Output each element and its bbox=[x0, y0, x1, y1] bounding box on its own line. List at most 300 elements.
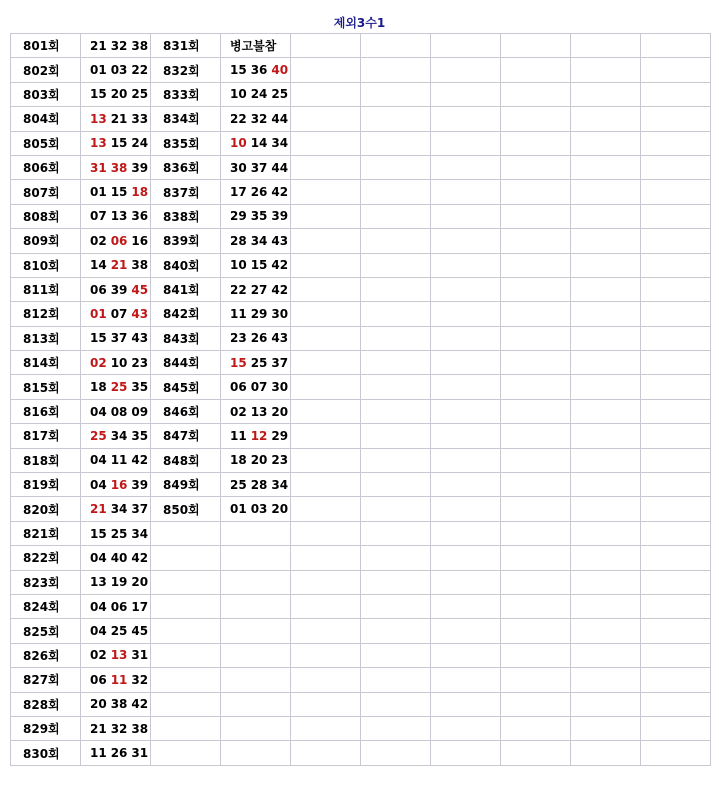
empty-cell bbox=[571, 351, 641, 375]
empty-cell bbox=[641, 692, 711, 716]
empty-cell bbox=[431, 643, 501, 667]
number-set bbox=[81, 229, 151, 253]
number-set bbox=[221, 619, 291, 643]
number-value: 10 bbox=[230, 87, 247, 102]
empty-cell bbox=[361, 741, 431, 765]
table-row bbox=[11, 643, 711, 667]
results-table bbox=[10, 33, 711, 766]
round-label: 813회 bbox=[11, 326, 81, 350]
number-value: 25 bbox=[131, 87, 149, 102]
number-set bbox=[81, 521, 151, 545]
round-label bbox=[151, 668, 221, 692]
empty-cell bbox=[291, 131, 361, 155]
table-row bbox=[11, 619, 711, 643]
number-set bbox=[81, 107, 151, 131]
empty-cell bbox=[431, 82, 501, 106]
number-value: 37 bbox=[110, 331, 128, 346]
number-value: 22 bbox=[230, 111, 247, 126]
number-value: 01 bbox=[230, 502, 247, 517]
empty-cell bbox=[501, 155, 571, 179]
empty-cell bbox=[431, 58, 501, 82]
round-label: 850회 bbox=[151, 497, 221, 521]
round-label: 843회 bbox=[151, 326, 221, 350]
round-label: 846회 bbox=[151, 399, 221, 423]
round-label bbox=[151, 741, 221, 765]
empty-cell bbox=[571, 277, 641, 301]
empty-cell bbox=[571, 497, 641, 521]
empty-cell bbox=[571, 204, 641, 228]
number-value: 38 bbox=[131, 721, 149, 736]
number-value: 18 bbox=[90, 380, 107, 395]
number-set bbox=[221, 180, 291, 204]
round-label bbox=[151, 570, 221, 594]
number-value: 34 bbox=[250, 233, 268, 248]
empty-cell bbox=[501, 741, 571, 765]
empty-cell bbox=[431, 277, 501, 301]
number-value: 29 bbox=[250, 306, 268, 321]
number-value: 16 bbox=[131, 233, 149, 248]
round-label: 802회 bbox=[11, 58, 81, 82]
empty-cell bbox=[641, 180, 711, 204]
number-value: 18 bbox=[230, 453, 247, 468]
empty-cell bbox=[431, 521, 501, 545]
round-label: 836회 bbox=[151, 155, 221, 179]
number-value: 25 bbox=[90, 428, 107, 443]
number-value: 07 bbox=[90, 209, 107, 224]
number-set bbox=[81, 473, 151, 497]
empty-cell bbox=[641, 204, 711, 228]
number-value: 35 bbox=[131, 428, 149, 443]
empty-cell bbox=[571, 570, 641, 594]
number-set bbox=[81, 253, 151, 277]
number-value: 13 bbox=[110, 209, 128, 224]
empty-cell bbox=[501, 399, 571, 423]
empty-cell bbox=[431, 741, 501, 765]
number-set bbox=[221, 570, 291, 594]
empty-cell bbox=[361, 253, 431, 277]
empty-cell bbox=[641, 82, 711, 106]
empty-cell bbox=[641, 741, 711, 765]
round-label: 805회 bbox=[11, 131, 81, 155]
table-row bbox=[11, 546, 711, 570]
empty-cell bbox=[291, 277, 361, 301]
number-value: 15 bbox=[90, 526, 107, 541]
empty-cell bbox=[501, 716, 571, 740]
number-value: 39 bbox=[131, 160, 149, 175]
empty-cell bbox=[291, 253, 361, 277]
empty-cell bbox=[291, 180, 361, 204]
empty-cell bbox=[361, 619, 431, 643]
empty-cell bbox=[641, 521, 711, 545]
number-value: 30 bbox=[230, 160, 247, 175]
number-set bbox=[81, 619, 151, 643]
empty-cell bbox=[501, 497, 571, 521]
empty-cell bbox=[361, 643, 431, 667]
number-set bbox=[81, 716, 151, 740]
number-value: 43 bbox=[131, 306, 149, 321]
table-row bbox=[11, 131, 711, 155]
table-row bbox=[11, 594, 711, 618]
number-set bbox=[81, 643, 151, 667]
round-label: 804회 bbox=[11, 107, 81, 131]
round-label: 819회 bbox=[11, 473, 81, 497]
table-row bbox=[11, 570, 711, 594]
round-label: 838회 bbox=[151, 204, 221, 228]
number-set bbox=[221, 107, 291, 131]
round-label: 833회 bbox=[151, 82, 221, 106]
round-label: 844회 bbox=[151, 351, 221, 375]
empty-cell bbox=[501, 570, 571, 594]
number-set bbox=[81, 448, 151, 472]
empty-cell bbox=[501, 82, 571, 106]
empty-cell bbox=[431, 594, 501, 618]
number-set bbox=[221, 448, 291, 472]
round-label bbox=[151, 619, 221, 643]
empty-cell bbox=[501, 473, 571, 497]
empty-cell bbox=[291, 643, 361, 667]
empty-cell bbox=[291, 521, 361, 545]
empty-cell bbox=[431, 399, 501, 423]
number-value: 38 bbox=[131, 38, 149, 53]
number-value: 06 bbox=[90, 672, 107, 687]
round-label: 830회 bbox=[11, 741, 81, 765]
number-value: 01 bbox=[90, 185, 107, 200]
empty-cell bbox=[641, 546, 711, 570]
empty-cell bbox=[291, 424, 361, 448]
number-value: 20 bbox=[271, 404, 289, 419]
round-label bbox=[151, 594, 221, 618]
table-row bbox=[11, 716, 711, 740]
table-row bbox=[11, 253, 711, 277]
round-label: 840회 bbox=[151, 253, 221, 277]
number-value: 16 bbox=[110, 477, 128, 492]
round-label: 831회 bbox=[151, 34, 221, 58]
empty-cell bbox=[641, 424, 711, 448]
round-label bbox=[151, 716, 221, 740]
table-row bbox=[11, 375, 711, 399]
empty-cell bbox=[361, 546, 431, 570]
empty-cell bbox=[571, 399, 641, 423]
empty-cell bbox=[501, 229, 571, 253]
round-label: 821회 bbox=[11, 521, 81, 545]
number-value: 21 bbox=[90, 38, 107, 53]
round-label: 842회 bbox=[151, 302, 221, 326]
number-set bbox=[81, 34, 151, 58]
empty-cell bbox=[431, 716, 501, 740]
empty-cell bbox=[291, 82, 361, 106]
empty-cell bbox=[291, 155, 361, 179]
empty-cell bbox=[431, 375, 501, 399]
empty-cell bbox=[571, 716, 641, 740]
empty-cell bbox=[291, 448, 361, 472]
number-value: 45 bbox=[131, 624, 149, 639]
number-value: 42 bbox=[131, 550, 149, 565]
table-row bbox=[11, 448, 711, 472]
number-set bbox=[81, 277, 151, 301]
number-value: 43 bbox=[131, 331, 149, 346]
round-label: 826회 bbox=[11, 643, 81, 667]
number-value: 03 bbox=[250, 502, 268, 517]
empty-cell bbox=[641, 399, 711, 423]
empty-cell bbox=[431, 570, 501, 594]
number-value: 04 bbox=[90, 550, 107, 565]
empty-cell bbox=[291, 546, 361, 570]
empty-cell bbox=[291, 399, 361, 423]
number-value: 08 bbox=[110, 404, 128, 419]
number-set bbox=[221, 741, 291, 765]
table-row bbox=[11, 34, 711, 58]
number-set bbox=[221, 546, 291, 570]
number-set bbox=[81, 594, 151, 618]
empty-cell bbox=[431, 448, 501, 472]
empty-cell bbox=[431, 229, 501, 253]
empty-cell bbox=[641, 497, 711, 521]
number-value: 15 bbox=[230, 63, 247, 78]
empty-cell bbox=[291, 692, 361, 716]
number-set bbox=[221, 155, 291, 179]
round-label: 837회 bbox=[151, 180, 221, 204]
empty-cell bbox=[361, 277, 431, 301]
table-row bbox=[11, 82, 711, 106]
number-value: 02 bbox=[90, 355, 107, 370]
empty-cell bbox=[361, 229, 431, 253]
number-value: 25 bbox=[110, 526, 128, 541]
empty-cell bbox=[361, 351, 431, 375]
empty-cell bbox=[641, 229, 711, 253]
round-label: 839회 bbox=[151, 229, 221, 253]
empty-cell bbox=[431, 546, 501, 570]
number-value: 32 bbox=[250, 111, 268, 126]
number-value: 13 bbox=[110, 648, 128, 663]
number-value: 20 bbox=[250, 453, 268, 468]
number-value: 06 bbox=[110, 233, 128, 248]
number-set bbox=[221, 302, 291, 326]
number-value: 09 bbox=[131, 404, 149, 419]
round-label: 835회 bbox=[151, 131, 221, 155]
number-set bbox=[221, 253, 291, 277]
empty-cell bbox=[291, 594, 361, 618]
number-value: 33 bbox=[131, 111, 149, 126]
number-value: 27 bbox=[250, 282, 268, 297]
number-value: 10 bbox=[230, 136, 247, 151]
number-value: 04 bbox=[90, 599, 107, 614]
empty-cell bbox=[431, 619, 501, 643]
empty-cell bbox=[361, 180, 431, 204]
number-value: 15 bbox=[110, 136, 128, 151]
number-set bbox=[81, 570, 151, 594]
number-value: 11 bbox=[110, 672, 128, 687]
number-value: 15 bbox=[90, 87, 107, 102]
number-value: 04 bbox=[90, 624, 107, 639]
empty-cell bbox=[361, 82, 431, 106]
empty-cell bbox=[361, 448, 431, 472]
empty-cell bbox=[361, 375, 431, 399]
table-row bbox=[11, 497, 711, 521]
empty-cell bbox=[571, 643, 641, 667]
number-value: 29 bbox=[230, 209, 247, 224]
empty-cell bbox=[571, 82, 641, 106]
empty-cell bbox=[361, 497, 431, 521]
number-value: 22 bbox=[131, 63, 149, 78]
empty-cell bbox=[361, 58, 431, 82]
number-value: 35 bbox=[131, 380, 149, 395]
number-value: 42 bbox=[271, 258, 289, 273]
number-value: 25 bbox=[271, 87, 289, 102]
number-value: 26 bbox=[250, 185, 268, 200]
empty-cell bbox=[291, 375, 361, 399]
empty-cell bbox=[501, 253, 571, 277]
number-value: 25 bbox=[230, 477, 247, 492]
number-set bbox=[221, 521, 291, 545]
number-value: 40 bbox=[271, 63, 289, 78]
number-value: 43 bbox=[271, 331, 289, 346]
round-label: 823회 bbox=[11, 570, 81, 594]
table-row bbox=[11, 692, 711, 716]
number-value: 04 bbox=[90, 404, 107, 419]
number-value: 31 bbox=[131, 648, 149, 663]
number-value: 11 bbox=[230, 428, 247, 443]
round-label: 829회 bbox=[11, 716, 81, 740]
empty-cell bbox=[571, 107, 641, 131]
number-set bbox=[81, 58, 151, 82]
round-label: 820회 bbox=[11, 497, 81, 521]
number-value: 39 bbox=[131, 477, 149, 492]
number-value: 42 bbox=[271, 282, 289, 297]
round-label: 828회 bbox=[11, 692, 81, 716]
number-value: 11 bbox=[230, 306, 247, 321]
empty-cell bbox=[501, 107, 571, 131]
empty-cell bbox=[431, 131, 501, 155]
empty-cell bbox=[361, 521, 431, 545]
empty-cell bbox=[431, 204, 501, 228]
number-value: 01 bbox=[90, 306, 107, 321]
round-label: 822회 bbox=[11, 546, 81, 570]
empty-cell bbox=[641, 277, 711, 301]
empty-cell bbox=[641, 668, 711, 692]
empty-cell bbox=[501, 302, 571, 326]
number-value: 06 bbox=[230, 380, 247, 395]
empty-cell bbox=[641, 326, 711, 350]
empty-cell bbox=[501, 277, 571, 301]
empty-cell bbox=[431, 497, 501, 521]
number-set bbox=[221, 375, 291, 399]
empty-cell bbox=[291, 716, 361, 740]
number-value: 23 bbox=[271, 453, 289, 468]
empty-cell bbox=[641, 58, 711, 82]
empty-cell bbox=[641, 473, 711, 497]
empty-cell bbox=[431, 34, 501, 58]
empty-cell bbox=[641, 716, 711, 740]
empty-cell bbox=[501, 692, 571, 716]
round-label bbox=[151, 521, 221, 545]
round-label: 849회 bbox=[151, 473, 221, 497]
empty-cell bbox=[431, 180, 501, 204]
empty-cell bbox=[571, 375, 641, 399]
number-value: 02 bbox=[90, 233, 107, 248]
number-value: 20 bbox=[131, 575, 149, 590]
empty-cell bbox=[641, 131, 711, 155]
number-set bbox=[81, 741, 151, 765]
empty-cell bbox=[431, 351, 501, 375]
number-value: 06 bbox=[110, 599, 128, 614]
round-label: 848회 bbox=[151, 448, 221, 472]
number-value: 23 bbox=[131, 355, 149, 370]
number-value: 23 bbox=[230, 331, 247, 346]
empty-cell bbox=[361, 107, 431, 131]
number-value: 03 bbox=[110, 63, 128, 78]
empty-cell bbox=[361, 302, 431, 326]
round-label bbox=[151, 643, 221, 667]
table-row bbox=[11, 351, 711, 375]
number-value: 14 bbox=[250, 136, 268, 151]
number-set bbox=[221, 692, 291, 716]
number-value: 38 bbox=[131, 258, 149, 273]
empty-cell bbox=[291, 473, 361, 497]
number-value: 15 bbox=[250, 258, 268, 273]
number-set bbox=[221, 473, 291, 497]
empty-cell bbox=[361, 570, 431, 594]
number-value: 25 bbox=[110, 380, 128, 395]
table-row bbox=[11, 204, 711, 228]
empty-cell bbox=[641, 570, 711, 594]
number-set bbox=[81, 692, 151, 716]
empty-cell bbox=[361, 716, 431, 740]
number-value: 42 bbox=[131, 697, 149, 712]
empty-cell bbox=[361, 204, 431, 228]
empty-cell bbox=[291, 497, 361, 521]
empty-cell bbox=[571, 424, 641, 448]
empty-cell bbox=[641, 34, 711, 58]
table-row bbox=[11, 155, 711, 179]
number-value: 34 bbox=[131, 526, 149, 541]
empty-cell bbox=[361, 692, 431, 716]
empty-cell bbox=[291, 302, 361, 326]
number-value: 37 bbox=[271, 355, 289, 370]
round-label: 806회 bbox=[11, 155, 81, 179]
number-value: 36 bbox=[250, 63, 268, 78]
round-label: 808회 bbox=[11, 204, 81, 228]
empty-cell bbox=[291, 741, 361, 765]
number-value: 21 bbox=[90, 721, 107, 736]
empty-cell bbox=[361, 424, 431, 448]
number-value: 32 bbox=[110, 721, 128, 736]
number-set bbox=[221, 668, 291, 692]
empty-cell bbox=[571, 546, 641, 570]
empty-cell bbox=[291, 34, 361, 58]
round-label: 818회 bbox=[11, 448, 81, 472]
empty-cell bbox=[641, 448, 711, 472]
number-value: 21 bbox=[110, 258, 128, 273]
number-value: 14 bbox=[90, 258, 107, 273]
empty-cell bbox=[431, 302, 501, 326]
round-label: 812회 bbox=[11, 302, 81, 326]
empty-cell bbox=[641, 253, 711, 277]
number-value: 42 bbox=[131, 453, 149, 468]
empty-cell bbox=[501, 351, 571, 375]
empty-cell bbox=[501, 326, 571, 350]
round-label: 810회 bbox=[11, 253, 81, 277]
empty-cell bbox=[361, 594, 431, 618]
round-label: 809회 bbox=[11, 229, 81, 253]
number-value: 13 bbox=[250, 404, 268, 419]
empty-cell bbox=[571, 741, 641, 765]
empty-cell bbox=[641, 375, 711, 399]
empty-cell bbox=[641, 155, 711, 179]
round-label: 841회 bbox=[151, 277, 221, 301]
empty-cell bbox=[571, 326, 641, 350]
number-value: 44 bbox=[271, 160, 289, 175]
empty-cell bbox=[431, 692, 501, 716]
